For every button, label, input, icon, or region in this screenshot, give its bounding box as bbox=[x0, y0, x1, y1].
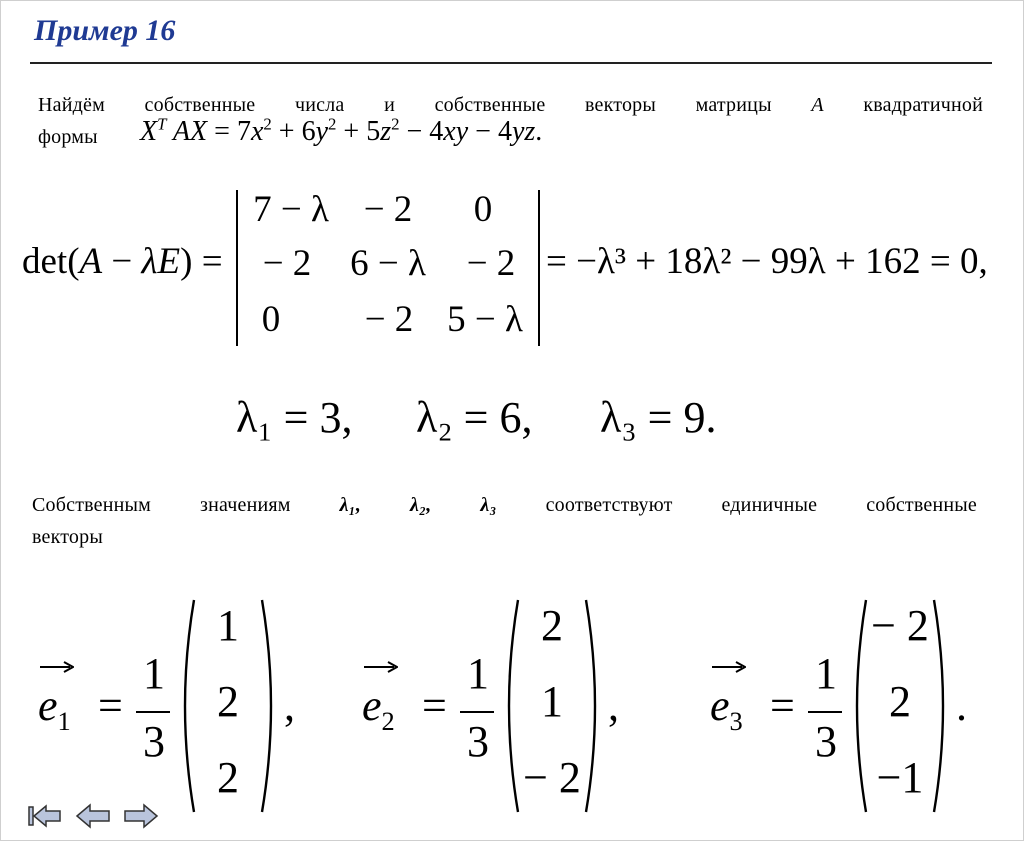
fraction-denominator: 3 bbox=[143, 717, 165, 766]
intro-line-2 bbox=[38, 126, 98, 149]
fraction-numerator: 1 bbox=[467, 649, 489, 698]
fraction-bar bbox=[460, 711, 494, 713]
equals-sign: = bbox=[770, 681, 795, 730]
next-arrow-icon bbox=[122, 801, 160, 831]
prev-arrow-icon bbox=[74, 801, 112, 831]
eigenvalue-1: λ₁ = 3, bbox=[236, 393, 353, 442]
vector-component: 1 bbox=[217, 601, 239, 650]
det-cell-22: 6 − λ bbox=[350, 243, 426, 284]
det-cell-33: 5 − λ bbox=[447, 299, 523, 340]
vector-arrow-icon bbox=[40, 660, 74, 674]
det-lhs: det(A − λE) = bbox=[22, 241, 223, 282]
det-cell-32: − 2 bbox=[364, 299, 414, 340]
det-cell-13: 0 bbox=[473, 189, 493, 230]
correspondence-text-start: Собственным значениям bbox=[32, 494, 291, 516]
slide-title: Пример 16 bbox=[34, 14, 176, 47]
equals-sign: = bbox=[422, 681, 447, 730]
vector-punctuation: , bbox=[608, 681, 619, 730]
det-cell-21: − 2 bbox=[262, 243, 312, 284]
fraction-denominator: 3 bbox=[467, 717, 489, 766]
det-cell-23: − 2 bbox=[466, 243, 516, 284]
first-slide-icon bbox=[26, 801, 64, 831]
det-cell-31: 0 bbox=[261, 299, 281, 340]
equals-sign: = bbox=[98, 681, 123, 730]
vector-component: 2 bbox=[889, 677, 911, 726]
fraction-denominator: 3 bbox=[815, 717, 837, 766]
correspondence-lambdas: λ₁, λ₂, λ₃ bbox=[339, 494, 497, 516]
correspondence-text-end: соответствуют единичные собственные bbox=[545, 494, 978, 516]
vector-arrow-icon bbox=[712, 660, 746, 674]
vector-component: 2 bbox=[217, 753, 239, 802]
vector-arrow-icon bbox=[364, 660, 398, 674]
intro-text: Найдём собственные числа и собственные векторы матрицы bbox=[38, 94, 772, 116]
intro-matrix-letter: A bbox=[811, 94, 824, 116]
vector-name: $e_1$ bbox=[38, 681, 71, 736]
vector-component: 2 bbox=[541, 601, 563, 650]
intro-word-forms: формы bbox=[38, 126, 98, 148]
vector-punctuation: . bbox=[956, 681, 967, 730]
det-rhs: = −λ³ + 18λ² − 99λ + 162 = 0, bbox=[546, 241, 988, 282]
prev-slide-button[interactable] bbox=[74, 801, 112, 831]
correspondence-line-2: векторы bbox=[32, 526, 103, 548]
intro-line-1 bbox=[38, 94, 983, 117]
title-divider bbox=[30, 62, 992, 64]
quadratic-form: $X^T$ AX = $7x^2 + 6y^2 + 5z^2 - 4xy - 4yz$. bbox=[140, 114, 543, 147]
vector-component: 1 bbox=[541, 677, 563, 726]
det-cell-11: 7 − λ bbox=[253, 189, 329, 230]
correspondence-line-1 bbox=[32, 494, 977, 517]
fraction-bar bbox=[136, 711, 170, 713]
next-slide-button[interactable] bbox=[122, 801, 160, 831]
first-slide-button[interactable] bbox=[26, 801, 64, 831]
eigenvalue-2: λ₂ = 6, bbox=[416, 393, 533, 442]
eigenvalue-3: λ₃ = 9. bbox=[600, 393, 717, 442]
fraction-bar bbox=[808, 711, 842, 713]
vector-component: −1 bbox=[876, 753, 924, 802]
fraction-numerator: 1 bbox=[815, 649, 837, 698]
det-cell-12: − 2 bbox=[363, 189, 413, 230]
fraction-numerator: 1 bbox=[143, 649, 165, 698]
intro-text-end: квадратичной bbox=[863, 94, 984, 116]
vector-component: − 2 bbox=[523, 753, 581, 802]
vector-component: 2 bbox=[217, 677, 239, 726]
vector-name: $e_3$ bbox=[710, 681, 743, 736]
vector-component: − 2 bbox=[871, 601, 929, 650]
vector-punctuation: , bbox=[284, 681, 295, 730]
vector-name: $e_2$ bbox=[362, 681, 395, 736]
